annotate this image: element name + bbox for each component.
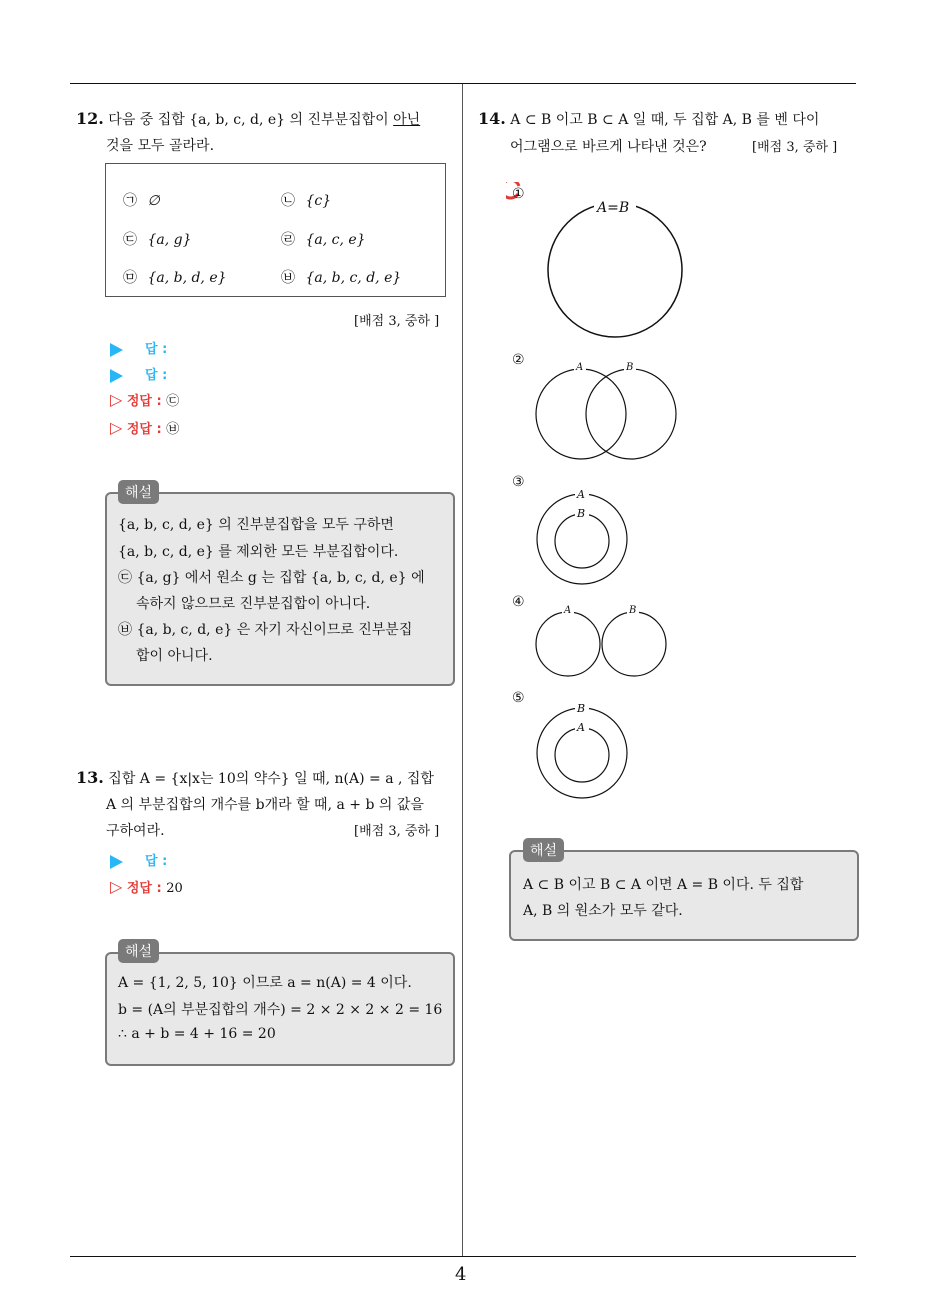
venn-diagram-b-in-a [506,472,696,587]
answer-triangle-icon [110,855,123,869]
q12-option-a[interactable] [123,190,160,210]
q14-choice-3[interactable] [506,472,696,587]
answer-triangle-icon [110,343,123,357]
venn-label: B [626,362,634,373]
answer-label: 답 : [145,854,168,869]
q13-stem-line1 [76,768,434,788]
q12-stem-underlined: 아닌 [393,112,421,128]
venn-label: A=B [597,200,630,216]
q13-solution-tag: 해설 [118,939,159,963]
q14-choice-2[interactable] [506,350,696,465]
q14-choice-1[interactable] [506,182,696,342]
venn-label: A [564,605,572,616]
option-text: ∅ [147,193,160,209]
choice-mark: ⑤ [512,690,525,706]
correct-value: 20 [166,881,183,896]
q13-number: 13. [76,768,104,787]
bottom-rule [70,1256,856,1257]
q13-stem-line3: 구하여라. [106,823,165,839]
column-divider [462,84,463,1256]
venn-diagram-overlap [506,350,696,465]
q14-choice-5[interactable] [506,688,696,803]
q14-solution-line: A ⊂ B 이고 B ⊂ A 이면 A = B 이다. 두 집합 [523,877,804,893]
answer-label: 답 : [145,342,168,357]
venn-label: A [577,488,585,501]
option-mark: ㉢ [123,232,137,248]
q12-answer-row-2[interactable] [110,364,167,383]
venn-diagram-disjoint [506,592,696,687]
q14-score: [배점 3, 중하 ] [752,140,838,155]
q14-solution-line: A, B 의 원소가 모두 같다. [523,903,683,919]
q13-solution-line: ∴ a + b = 4 + 16 = 20 [118,1026,276,1042]
page-number: 4 [455,1264,467,1285]
correct-triangle-icon: ▷ [110,877,123,896]
venn-label: B [629,605,637,616]
option-text: {a, b, d, e} [147,270,227,286]
q14-number: 14. [478,109,506,128]
option-text: {a, b, c, d, e} [305,270,402,286]
q12-solution-line: 합이 아니다. [136,648,213,664]
correct-label: 정답 : [126,422,162,437]
option-text: {a, g} [147,232,192,248]
option-mark: ㉥ [281,270,295,286]
correct-value: ㉢ [166,394,180,409]
q12-correct-row-2 [110,418,179,437]
correct-label: 정답 : [126,394,162,409]
q13-stem-text1: 집합 A = {x|x는 10의 약수} 일 때, n(A) = a , 집합 [108,771,434,787]
top-rule [70,83,856,84]
venn-label: A [576,362,584,373]
choice-mark: ④ [512,594,525,610]
correct-value: ㉥ [166,422,180,437]
q14-solution-box [509,850,859,941]
q14-stem-text1: A ⊂ B 이고 B ⊂ A 일 때, 두 집합 A, B 를 벤 다이 [510,112,820,128]
q14-stem-line2: 어그램으로 바르게 나타낸 것은? [510,139,707,155]
q14-solution-tag: 해설 [523,838,564,862]
option-text: {c} [305,193,332,209]
q12-stem-line2: 것을 모두 골라라. [106,138,215,154]
venn-label: B [577,702,586,715]
venn-label: B [577,507,586,520]
q13-stem-line2: A 의 부분집합의 개수를 b개라 할 때, a + b 의 값을 [106,797,424,813]
venn-diagram-a-in-b [506,688,696,803]
q12-option-d[interactable] [281,229,366,249]
correct-label: 정답 : [126,881,162,896]
q12-number: 12. [76,109,104,128]
venn-label: A [577,721,585,734]
q13-answer-row[interactable] [110,850,167,869]
q12-correct-row-1 [110,390,179,409]
choice-mark: ② [512,352,525,368]
q12-score: [배점 3, 중하 ] [354,314,440,329]
option-mark: ㉤ [123,270,137,286]
q12-solution-line: ㉢ {a, g} 에서 원소 g 는 집합 {a, b, c, d, e} 에 [118,570,425,586]
answer-triangle-icon [110,369,123,383]
q12-solution-line: 속하지 않으므로 진부분집합이 아니다. [136,596,371,612]
q12-option-e[interactable] [123,267,227,287]
q14-stem-line1 [478,109,819,129]
q12-solution-tag: 해설 [118,480,159,504]
option-mark: ㉣ [281,232,295,248]
q12-solution-line: ㉥ {a, b, c, d, e} 은 자기 자신이므로 진부분집 [118,622,413,638]
q12-solution-line: {a, b, c, d, e} 를 제외한 모든 부분집합이다. [118,544,399,560]
q14-choice-4[interactable] [506,592,696,687]
q12-option-b[interactable] [281,190,331,210]
q12-option-c[interactable] [123,229,191,249]
correct-triangle-icon: ▷ [110,418,123,437]
correct-triangle-icon: ▷ [110,390,123,409]
q13-solution-line: b = (A의 부분집합의 개수) = 2 × 2 × 2 × 2 = 16 [118,1002,443,1018]
option-mark: ㉠ [123,193,137,209]
q13-solution-line: A = {1, 2, 5, 10} 이므로 a = n(A) = 4 이다. [118,975,412,991]
choice-mark: ③ [512,474,525,490]
q12-solution-line: {a, b, c, d, e} 의 진부분집합을 모두 구하면 [118,517,394,533]
option-mark: ㉡ [281,193,295,209]
option-text: {a, c, e} [305,232,366,248]
choice-mark: ① [512,186,525,202]
q13-correct-row [110,877,183,896]
q12-options-box [105,163,446,297]
q12-option-f[interactable] [281,267,401,287]
q13-score: [배점 3, 중하 ] [354,824,440,839]
q12-answer-row-1[interactable] [110,338,167,357]
q12-stem-line1 [76,109,420,129]
q12-stem-text1: 다음 중 집합 {a, b, c, d, e} 의 진부분집합이 [108,112,389,128]
answer-label: 답 : [145,368,168,383]
